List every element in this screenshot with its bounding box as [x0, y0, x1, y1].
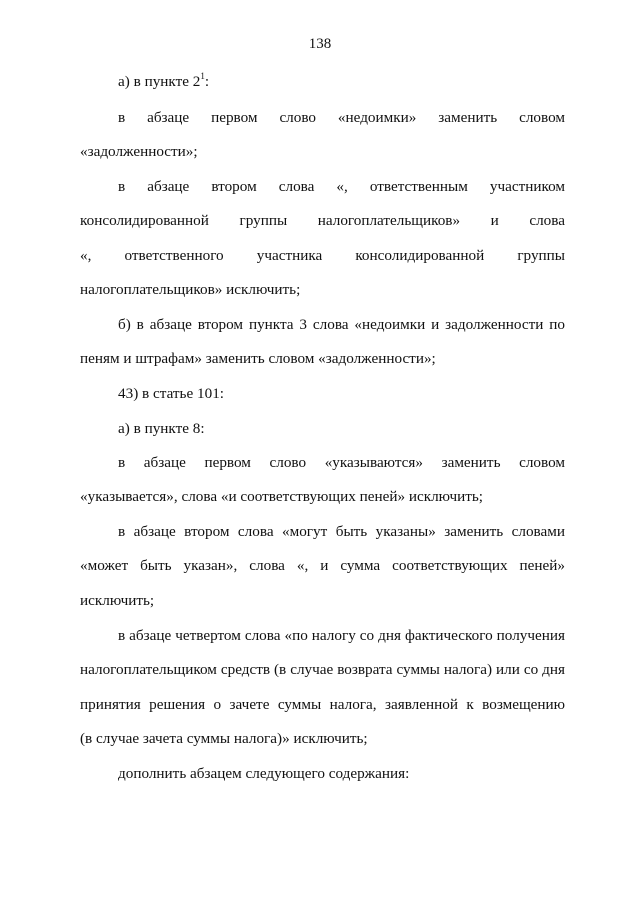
text-line: 43) в статье 101:	[118, 385, 225, 402]
text-line: (в случае зачета суммы налога)» исключить;	[80, 730, 368, 747]
superscript: 1	[200, 70, 205, 81]
text-line: в абзаце четвертом слова «по налогу со дня фактического получения	[118, 627, 565, 644]
text-line: в абзаце первом слово «недоимки» заменить словом	[118, 109, 565, 126]
text-line: б) в абзаце втором пункта 3 слова «недоимки и задолженности по	[118, 316, 565, 333]
text-line: консолидированной группы налогоплательщиков» и слова	[80, 212, 565, 229]
text-line: «, ответственного участника консолидированной группы	[80, 247, 565, 264]
text-line: а) в пункте $2^1$:	[118, 70, 210, 90]
text-line: налогоплательщиков» исключить;	[80, 281, 301, 298]
text-line: «может быть указан», слова «, и сумма соответствующих пеней»	[80, 557, 565, 574]
text-line: пеням и штрафам» заменить словом «задолженности»;	[80, 350, 436, 367]
text-line: «задолженности»;	[80, 143, 198, 160]
text-line: в абзаце первом слово «указываются» заменить словом	[118, 454, 565, 471]
text-line: принятия решения о зачете суммы налога, заявленной к возмещению	[80, 696, 565, 713]
text-line: в абзаце втором слова «могут быть указаны» заменить словами	[118, 523, 565, 540]
text-line: «указывается», слова «и соответствующих пеней» исключить;	[80, 488, 484, 505]
text-line: в абзаце втором слова «, ответственным участником	[118, 178, 565, 195]
text-line: налогоплательщиком средств (в случае возврата суммы налога) или со дня	[80, 661, 565, 678]
text-line: исключить;	[80, 592, 155, 609]
text-line: а) в пункте 8:	[118, 420, 205, 437]
text-line: дополнить абзацем следующего содержания:	[118, 765, 410, 782]
page-number: 138	[308, 36, 332, 52]
